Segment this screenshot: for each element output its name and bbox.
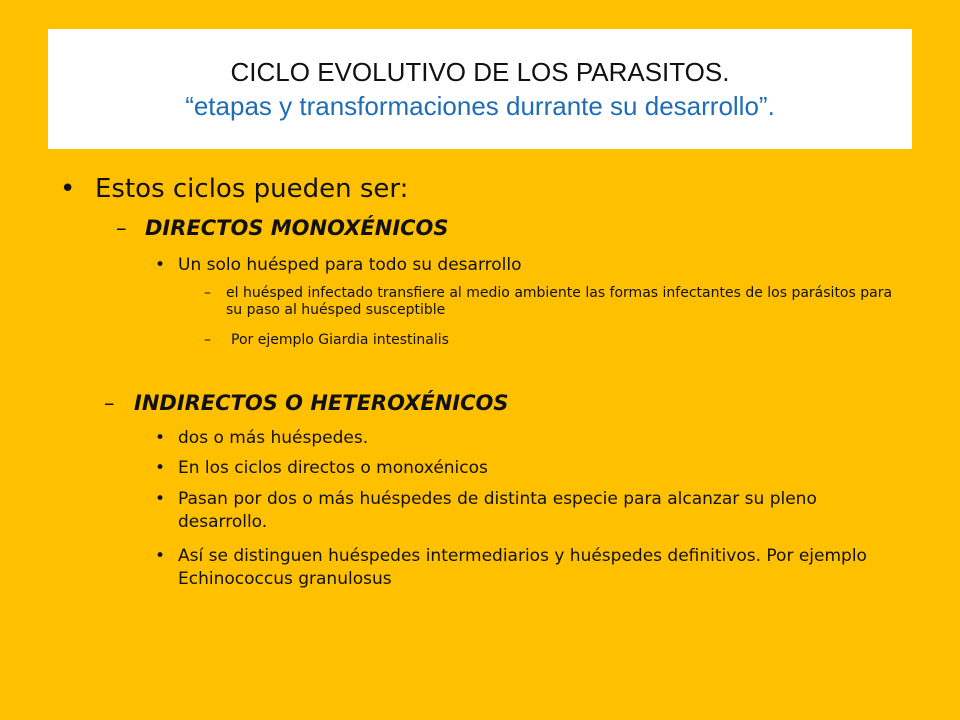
- directos-subpoint-2: Por ejemplo Giardia intestinalis: [231, 332, 449, 348]
- bullet-icon: •: [60, 174, 76, 204]
- indirectos-point-2: En los ciclos directos o monoxénicos: [178, 458, 488, 478]
- slide-subtitle: “etapas y transformaciones durrante su desarrollo”.: [185, 91, 775, 121]
- bullet-icon: •: [155, 255, 166, 275]
- bullet-icon: •: [155, 546, 166, 566]
- bullet-icon: •: [155, 428, 166, 448]
- dash-icon: –: [204, 332, 211, 348]
- dash-icon: –: [116, 216, 127, 240]
- directos-subpoint-1: el huésped infectado transfiere al medio ambiente las formas infectantes de los parásitos para su paso al huésped susceptible: [226, 285, 893, 318]
- bullet-icon: •: [155, 489, 166, 509]
- dash-icon: –: [104, 391, 115, 415]
- indirectos-point-3: Pasan por dos o más huéspedes de distinta especie para alcanzar su pleno desarrollo.: [178, 489, 817, 532]
- indirectos-heading: INDIRECTOS O HETEROXÉNICOS: [134, 391, 509, 415]
- dash-icon: –: [204, 285, 211, 301]
- slide-title: CICLO EVOLUTIVO DE LOS PARASITOS.: [230, 57, 730, 87]
- intro-text: Estos ciclos pueden ser:: [95, 174, 409, 204]
- bullet-icon: •: [155, 458, 166, 478]
- directos-point: Un solo huésped para todo su desarrollo: [178, 255, 522, 275]
- indirectos-point-1: dos o más huéspedes.: [178, 428, 369, 448]
- directos-heading: DIRECTOS MONOXÉNICOS: [145, 216, 449, 240]
- title-box: [48, 29, 912, 149]
- indirectos-point-4: Así se distinguen huéspedes intermediarios y huéspedes definitivos. Por ejemplo Echinococcus granulosus: [178, 546, 867, 589]
